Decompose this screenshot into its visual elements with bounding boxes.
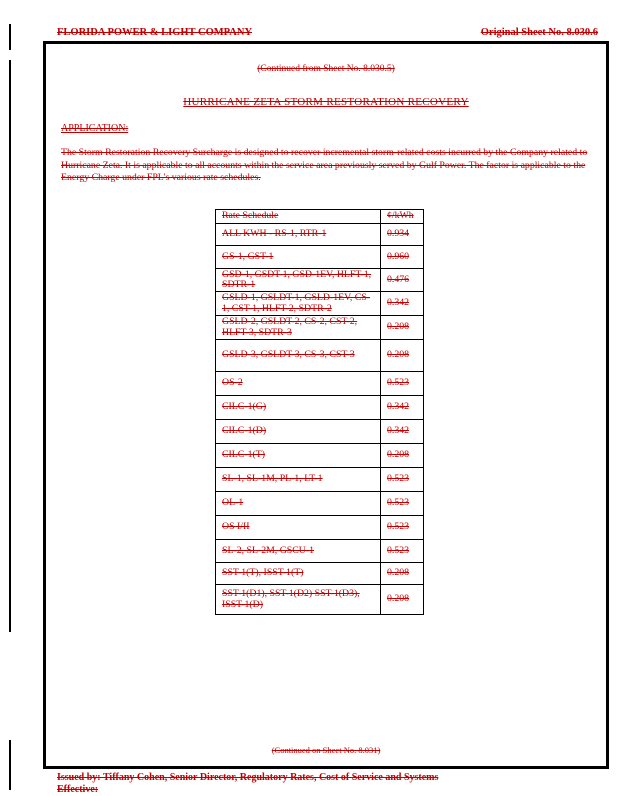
issued-by: Issued by: Tiffany Cohen, Senior Director, Regulatory Rates, Cost of Service and Systems (57, 772, 439, 783)
rate-schedule-cell: OL-1 (216, 492, 381, 516)
sheet-number: Original Sheet No. 8.030.6 (480, 27, 598, 38)
rate-table-row (216, 269, 424, 292)
rate-value-cell: 0.523 (381, 516, 424, 540)
rate-table-row (216, 420, 424, 444)
rate-value-cell: 0.208 (381, 340, 424, 372)
rate-schedule-cell: GSLD-1, GSLDT-1, GSLD-1EV, CS-1, CST-1, HLFT-2, SDTR-2 (216, 292, 381, 316)
revision-bar-top (9, 24, 11, 50)
rate-value-cell: 0.476 (381, 269, 424, 292)
section-title-text: HURRICANE ZETA STORM RESTORATION RECOVERY (183, 96, 469, 108)
rate-schedule-cell: SL-1, SL-1M, PL-1, LT-1 (216, 468, 381, 492)
rate-table-row (216, 340, 424, 372)
continued-from-note: (Continued from Sheet No. 8.030.5) (257, 64, 395, 74)
header-rate: ¢/kWh (381, 210, 424, 224)
rate-value-cell: 0.208 (381, 316, 424, 340)
rate-table-row (216, 563, 424, 585)
rate-table-row (216, 492, 424, 516)
application-label: APPLICATION: (61, 123, 129, 134)
rate-schedule-cell: SL-2, SL-2M, GSCU-1 (216, 540, 381, 563)
rate-schedule-cell: CILC-1(T) (216, 444, 381, 468)
rate-value-cell: 0.342 (381, 292, 424, 316)
rate-value-cell: 0.523 (381, 372, 424, 396)
rate-value-cell: 0.523 (381, 468, 424, 492)
rate-table-row (216, 516, 424, 540)
rate-schedule-cell: OS I/II (216, 516, 381, 540)
rate-value-cell: 0.523 (381, 540, 424, 563)
revision-bar-bottom (9, 740, 11, 790)
application-paragraph: The Storm Restoration Recovery Surcharge is designed to recover incremental storm-related costs incurred by the Company related to Hurricane Zeta. It is applicable to all accounts within the service area previously served by Gulf Power. The factor is applicable to the Energy Charge under FPL's various rate schedules. (61, 147, 588, 183)
rate-table-header (216, 210, 424, 224)
rate-schedule-cell: GSLD-3, GSLDT-3, CS-3, CST-3 (216, 340, 381, 372)
rate-schedule-cell: SST-1(D1), SST-1(D2) SST-1(D3), ISST-1(D) (216, 585, 381, 615)
rate-schedule-cell: GSD-1, GSDT-1, GSD-1EV, HLFT-1, SDTR-1 (216, 269, 381, 292)
section-title (43, 96, 609, 108)
rate-value-cell: 0.208 (381, 444, 424, 468)
rate-schedule-cell: OS-2 (216, 372, 381, 396)
rate-value-cell: 0.208 (381, 563, 424, 585)
rate-value-cell: 0.342 (381, 396, 424, 420)
rate-table-row (216, 292, 424, 316)
rate-value-cell: 0.934 (381, 224, 424, 246)
rate-schedule-cell: GS-1, GST-1 (216, 246, 381, 269)
rate-table-row (216, 444, 424, 468)
rate-table-row (216, 246, 424, 269)
rate-value-cell: 0.960 (381, 246, 424, 269)
effective-label: Effective: (57, 784, 99, 795)
rate-schedule-cell: ALL KWH - RS-1, RTR-1 (216, 224, 381, 246)
rate-table (215, 209, 424, 615)
header-rate-schedule: Rate Schedule (216, 210, 381, 224)
rate-value-cell: 0.342 (381, 420, 424, 444)
company-name: FLORIDA POWER & LIGHT COMPANY (57, 27, 253, 38)
rate-table-row (216, 585, 424, 615)
revision-bar-middle (9, 60, 11, 632)
rate-table-row (216, 396, 424, 420)
continued-on-note: (Continued on Sheet No. 8.031) (271, 745, 381, 755)
issued-by-block (57, 772, 477, 796)
rate-schedule-cell: GSLD-2, GSLDT-2, CS-2, CST-2, HLFT-3, SDTR-3 (216, 316, 381, 340)
rate-table-row (216, 224, 424, 246)
rate-table-row (216, 540, 424, 563)
rate-schedule-cell: CILC-1(G) (216, 396, 381, 420)
rate-schedule-cell: CILC-1(D) (216, 420, 381, 444)
rate-value-cell: 0.523 (381, 492, 424, 516)
rate-schedule-cell: SST-1(T), ISST-1(T) (216, 563, 381, 585)
rate-table-row (216, 316, 424, 340)
rate-table-row (216, 372, 424, 396)
rate-table-row (216, 468, 424, 492)
rate-value-cell: 0.208 (381, 585, 424, 615)
